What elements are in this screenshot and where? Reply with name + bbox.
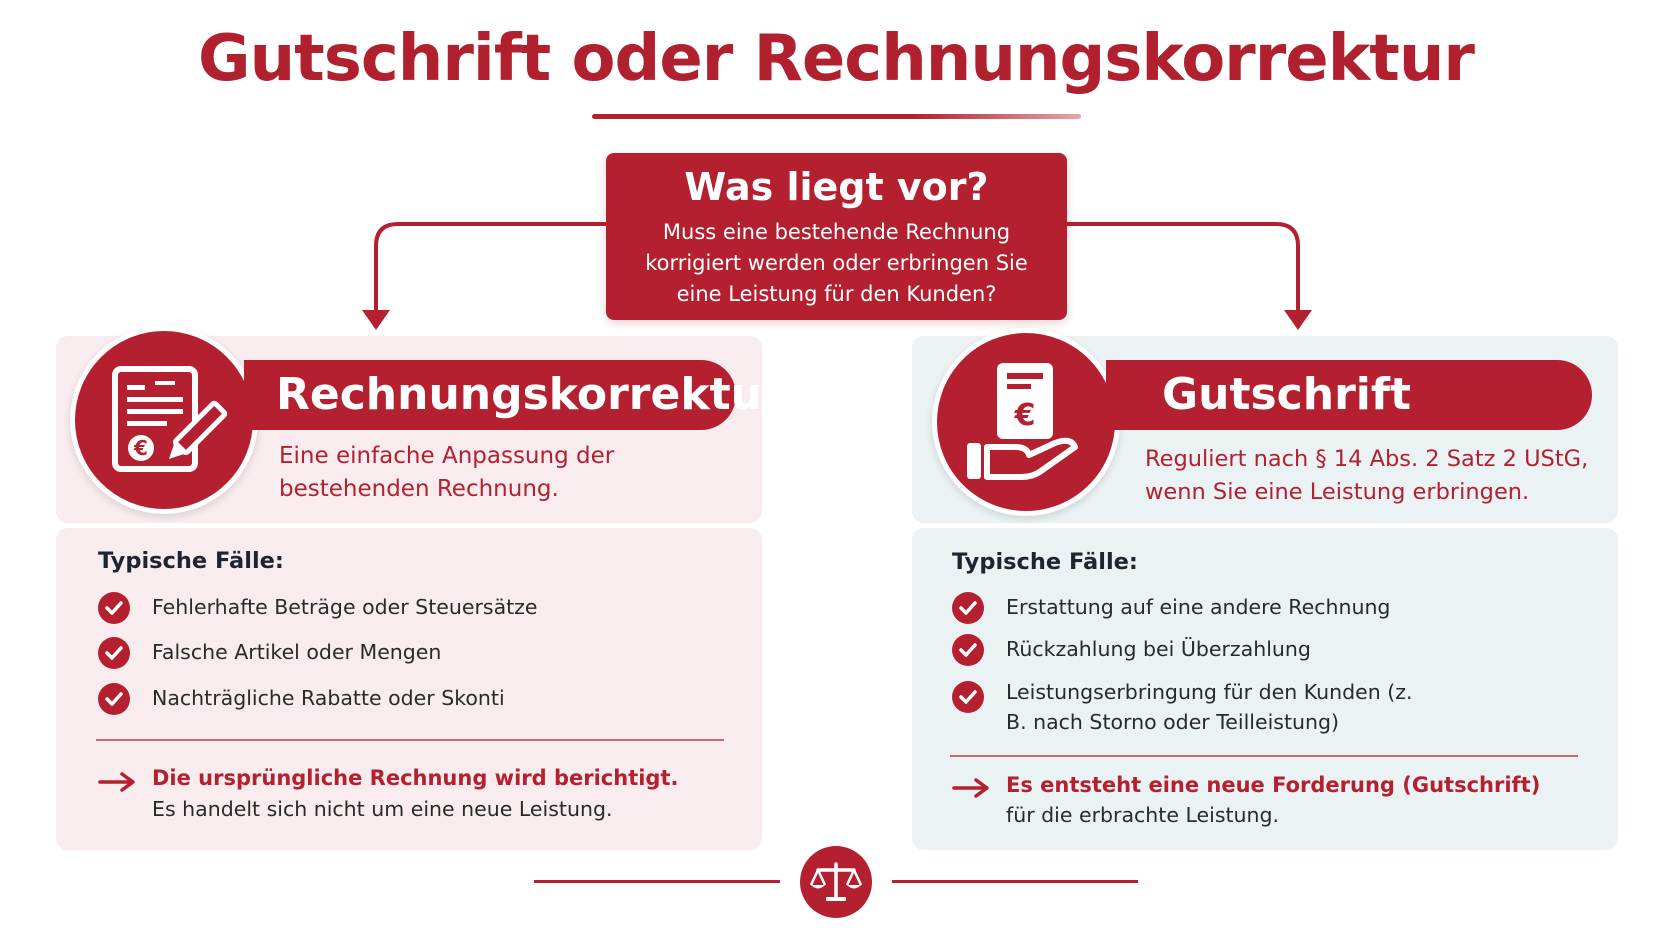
- check-icon: [952, 681, 984, 713]
- divider: [96, 739, 724, 741]
- list-item: Falsche Artikel oder Mengen: [152, 640, 442, 664]
- question-box: [606, 153, 1067, 320]
- right-result-strong: Es entsteht eine neue Forderung (Gutschrift): [1006, 773, 1541, 797]
- right-cases-heading: Typische Fälle:: [952, 549, 1138, 575]
- footer-line: [534, 880, 780, 883]
- list-item: Fehlerhafte Beträge oder Steuersätze: [152, 595, 538, 619]
- check-icon: [952, 634, 984, 666]
- rechnungskorrektur-subtitle: Eine einfache Anpassung der bestehenden Rechnung.: [279, 443, 615, 502]
- arrow-right-icon: [98, 771, 138, 793]
- left-result-strong: Die ursprüngliche Rechnung wird berichtigt.: [152, 766, 679, 790]
- gutschrift-subtitle: Reguliert nach § 14 Abs. 2 Satz 2 UStG, wenn Sie eine Leistung erbringen.: [1145, 446, 1589, 505]
- check-icon: [98, 592, 130, 624]
- arrow-right-icon: [1284, 310, 1312, 330]
- scales-icon: [800, 846, 872, 918]
- list-item: Erstattung auf eine andere Rechnung: [1006, 595, 1391, 619]
- left-cases-heading: Typische Fälle:: [98, 548, 284, 574]
- right-result-text: für die erbrachte Leistung.: [1006, 803, 1280, 827]
- page-title: Gutschrift oder Rechnungskorrektur: [198, 22, 1474, 96]
- rechnungskorrektur-banner: Rechnungskorrektur: [244, 360, 736, 430]
- divider: [950, 755, 1578, 757]
- check-icon: [98, 637, 130, 669]
- svg-text:€: €: [134, 436, 148, 460]
- left-result-text: Es handelt sich nicht um eine neue Leistung.: [152, 797, 613, 821]
- check-icon: [98, 683, 130, 715]
- invoice-edit-icon: [70, 326, 258, 514]
- list-item: Leistungserbringung für den Kunden (z. B. nach Storno oder Teilleistung): [1006, 680, 1413, 734]
- arrow-right-icon: [952, 777, 992, 799]
- question-text: Muss eine bestehende Rechnung korrigiert werden oder erbringen Sie eine Leistung für den Kunden?: [645, 220, 1028, 306]
- question-title: Was liegt vor?: [684, 165, 989, 209]
- list-item: Nachträgliche Rabatte oder Skonti: [152, 686, 505, 710]
- gutschrift-banner: Gutschrift: [1106, 360, 1592, 430]
- svg-text:€: €: [1014, 398, 1036, 433]
- footer-line: [892, 880, 1138, 883]
- check-icon: [952, 592, 984, 624]
- arrow-left-icon: [362, 310, 390, 330]
- hand-credit-icon: [932, 328, 1120, 516]
- list-item: Rückzahlung bei Überzahlung: [1006, 637, 1311, 661]
